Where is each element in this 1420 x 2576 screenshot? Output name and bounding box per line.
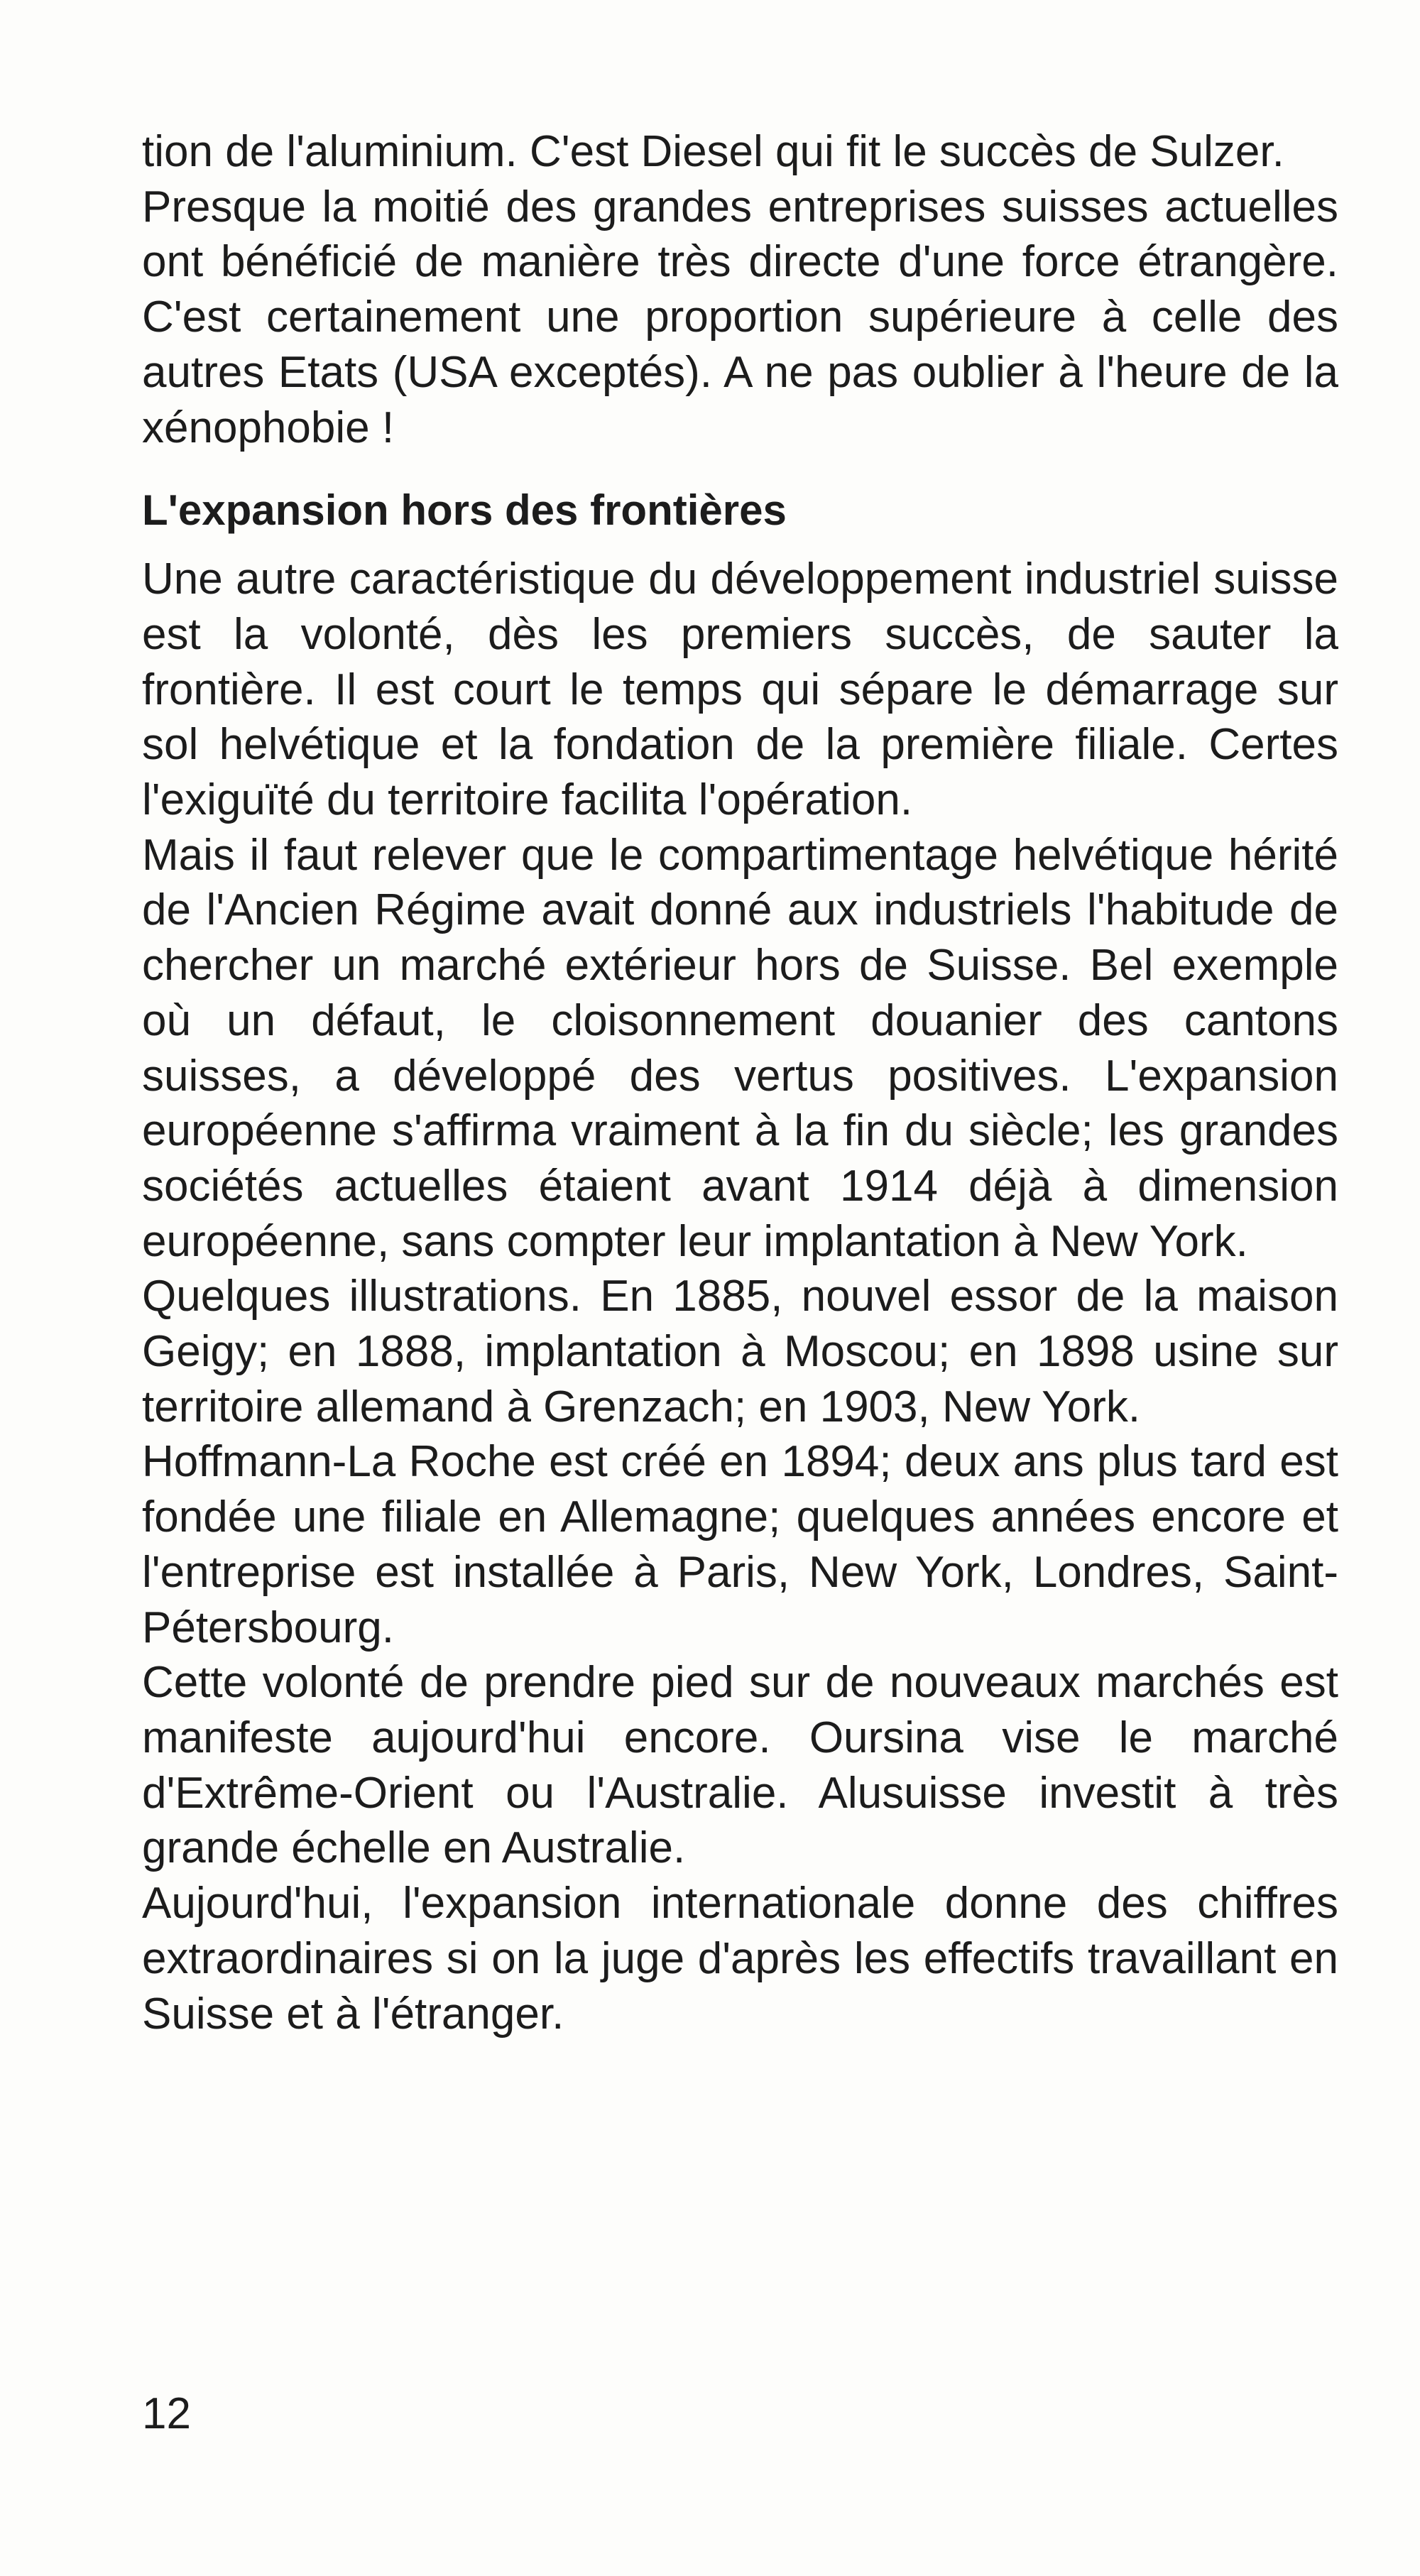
paragraph: Mais il faut relever que le compartimentage helvétique hérité de l'Ancien Régime avait donné aux industriels l'habitude de chercher un marché extérieur hors de Suisse. Bel exemple où un défaut, le cloisonnement douanier des cantons suisses, a développé des vertus positives. L'expansion européenne s'affirma vraiment à la fin du siècle; les grandes sociétés actuelles étaient avant 1914 déjà à dimension européenne, sans compter leur implantation à New York.	[142, 830, 1338, 1266]
paragraph: Aujourd'hui, l'expansion internationale donne des chiffres extraordinaires si on la juge d'après les effectifs travaillant en Suisse et à l'étranger.	[142, 1879, 1338, 2039]
page-number: 12	[142, 2389, 191, 2438]
page-body	[142, 124, 1338, 2041]
paragraph: Une autre caractéristique du développement industriel suisse est la volonté, dès les premiers succès, de sauter la frontière. Il est court le temps qui sépare le démarrage sur sol helvétique et la fondation de la première filiale. Certes l'exiguïté du territoire facilita l'opération.	[142, 555, 1338, 825]
section-heading: L'expansion hors des frontières	[142, 486, 787, 535]
paragraph: tion de l'aluminium. C'est Diesel qui fit le succès de Sulzer.	[142, 127, 1284, 176]
paragraph: Cette volonté de prendre pied sur de nouveaux marchés est manifeste aujourd'hui encore. Oursina vise le marché d'Extrême-Orient ou l'Australie. Alusuisse investit à très grande échelle en Australie.	[142, 1658, 1338, 1873]
paragraph: Quelques illustrations. En 1885, nouvel essor de la maison Geigy; en 1888, implantation à Moscou; en 1898 usine sur territoire allemand à Grenzach; en 1903, New York.	[142, 1272, 1338, 1431]
paragraph: Presque la moitié des grandes entreprises suisses actuelles ont bénéficié de manière très directe d'une force étrangère. C'est certainement une proportion supérieure à celle des autres Etats (USA exceptés). A ne pas oublier à l'heure de la xénophobie !	[142, 182, 1338, 452]
paragraph: Hoffmann-La Roche est créé en 1894; deux ans plus tard est fondée une filiale en Allemagne; quelques années encore et l'entreprise est installée à Paris, New York, Londres, Saint-Pétersbourg.	[142, 1437, 1338, 1652]
